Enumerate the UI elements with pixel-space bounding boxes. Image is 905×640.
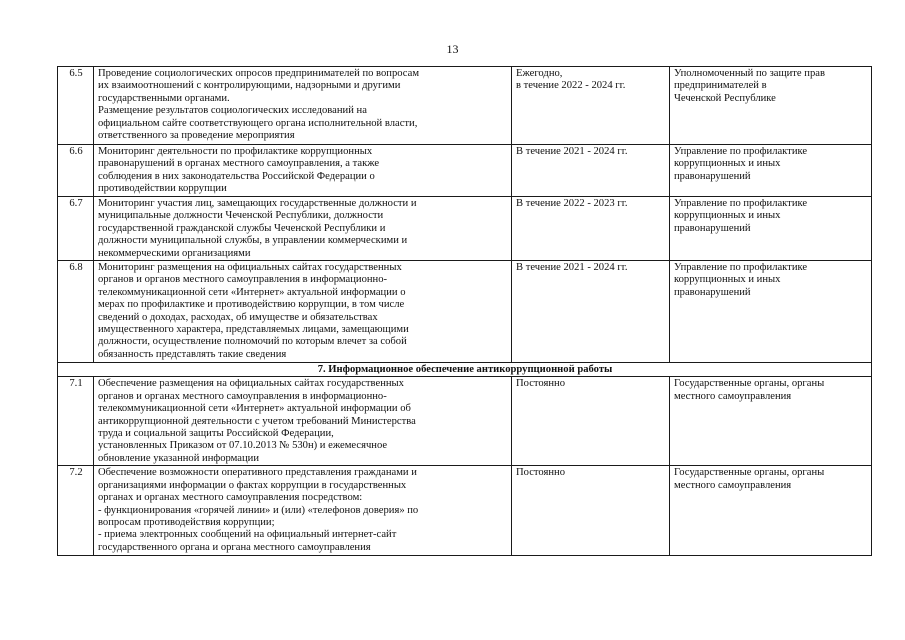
deadline-text: В течение 2021 - 2024 гг. [512, 261, 670, 363]
measure-text: Мониторинг участия лиц, замещающих государственные должности и муниципальные должности Чеченской Республики, должности государственной гражданской службы Чеченской Республики и должности муниципальной службы, в управлении коммерческими и некоммерческими организациями [94, 197, 512, 261]
measure-text: Мониторинг размещения на официальных сайтах государственных органов и органов местного самоуправления в информационно- телекоммуникационной сети «Интернет» актуальной информации о мерах по профилактике и противодействию коррупции, в том числе сведений о доходах, расходах, об имуществе и обязательствах имущественного характера, представляемых лицами, замещающими должности, осуществление полномочий по которым влечет за собой обязанность представлять такие сведения [94, 261, 512, 363]
responsible-text: Управление по профилактике коррупционных и иных правонарушений [670, 145, 872, 197]
row-number: 6.8 [58, 261, 94, 363]
table-row [58, 67, 872, 145]
row-number: 6.5 [58, 67, 94, 145]
responsible-text: Уполномоченный по защите прав предпринимателей в Чеченской Республике [670, 67, 872, 145]
page-number: 13 [446, 42, 459, 56]
row-number: 6.6 [58, 145, 94, 197]
table-row [58, 145, 872, 197]
section-header-row [58, 363, 872, 377]
responsible-text: Управление по профилактике коррупционных и иных правонарушений [670, 261, 872, 363]
responsible-text: Государственные органы, органы местного самоуправления [670, 466, 872, 556]
table-row [58, 466, 872, 556]
responsible-text: Государственные органы, органы местного самоуправления [670, 377, 872, 466]
table-row [58, 377, 872, 466]
deadline-text: Ежегодно, в течение 2022 - 2024 гг. [512, 67, 670, 145]
row-number: 7.1 [58, 377, 94, 466]
deadline-text: Постоянно [512, 377, 670, 466]
measures-table [57, 66, 872, 556]
row-number: 7.2 [58, 466, 94, 556]
deadline-text: В течение 2021 - 2024 гг. [512, 145, 670, 197]
deadline-text: В течение 2022 - 2023 гг. [512, 197, 670, 261]
section-title: 7. Информационное обеспечение антикоррупционной работы [58, 363, 872, 377]
row-number: 6.7 [58, 197, 94, 261]
responsible-text: Управление по профилактике коррупционных и иных правонарушений [670, 197, 872, 261]
measure-text: Мониторинг деятельности по профилактике коррупционных правонарушений в органах местного самоуправления, а также соблюдения в них законодательства Российской Федерации о противодействии коррупции [94, 145, 512, 197]
measure-text: Обеспечение возможности оперативного представления гражданами и организациями информации о фактах коррупции в государственных органах и органах местного самоуправления посредством: - функционирования «горячей линии» и (или) «телефонов доверия» по вопросам противодействия коррупции; - приема электронных сообщений на официальный интернет-сайт государственного органа и органа местного самоуправления [94, 466, 512, 556]
deadline-text: Постоянно [512, 466, 670, 556]
table-row [58, 261, 872, 363]
measure-text: Обеспечение размещения на официальных сайтах государственных органов и органах местного самоуправления в информационно- телекоммуникационной сети «Интернет» актуальной информации об антикоррупционной деятельности с учетом требований Министерства труда и социальной защиты Российской Федерации, установленных Приказом от 07.10.2013 № 530н) и ежемесячное обновление указанной информации [94, 377, 512, 466]
table-row [58, 197, 872, 261]
measure-text: Проведение социологических опросов предпринимателей по вопросам их взаимоотношений с контролирующими, надзорными и другими государственными органами. Размещение результатов социологических исследований на официальном сайте соответствующего органа исполнительной власти, ответственного за проведение мероприятия [94, 67, 512, 145]
